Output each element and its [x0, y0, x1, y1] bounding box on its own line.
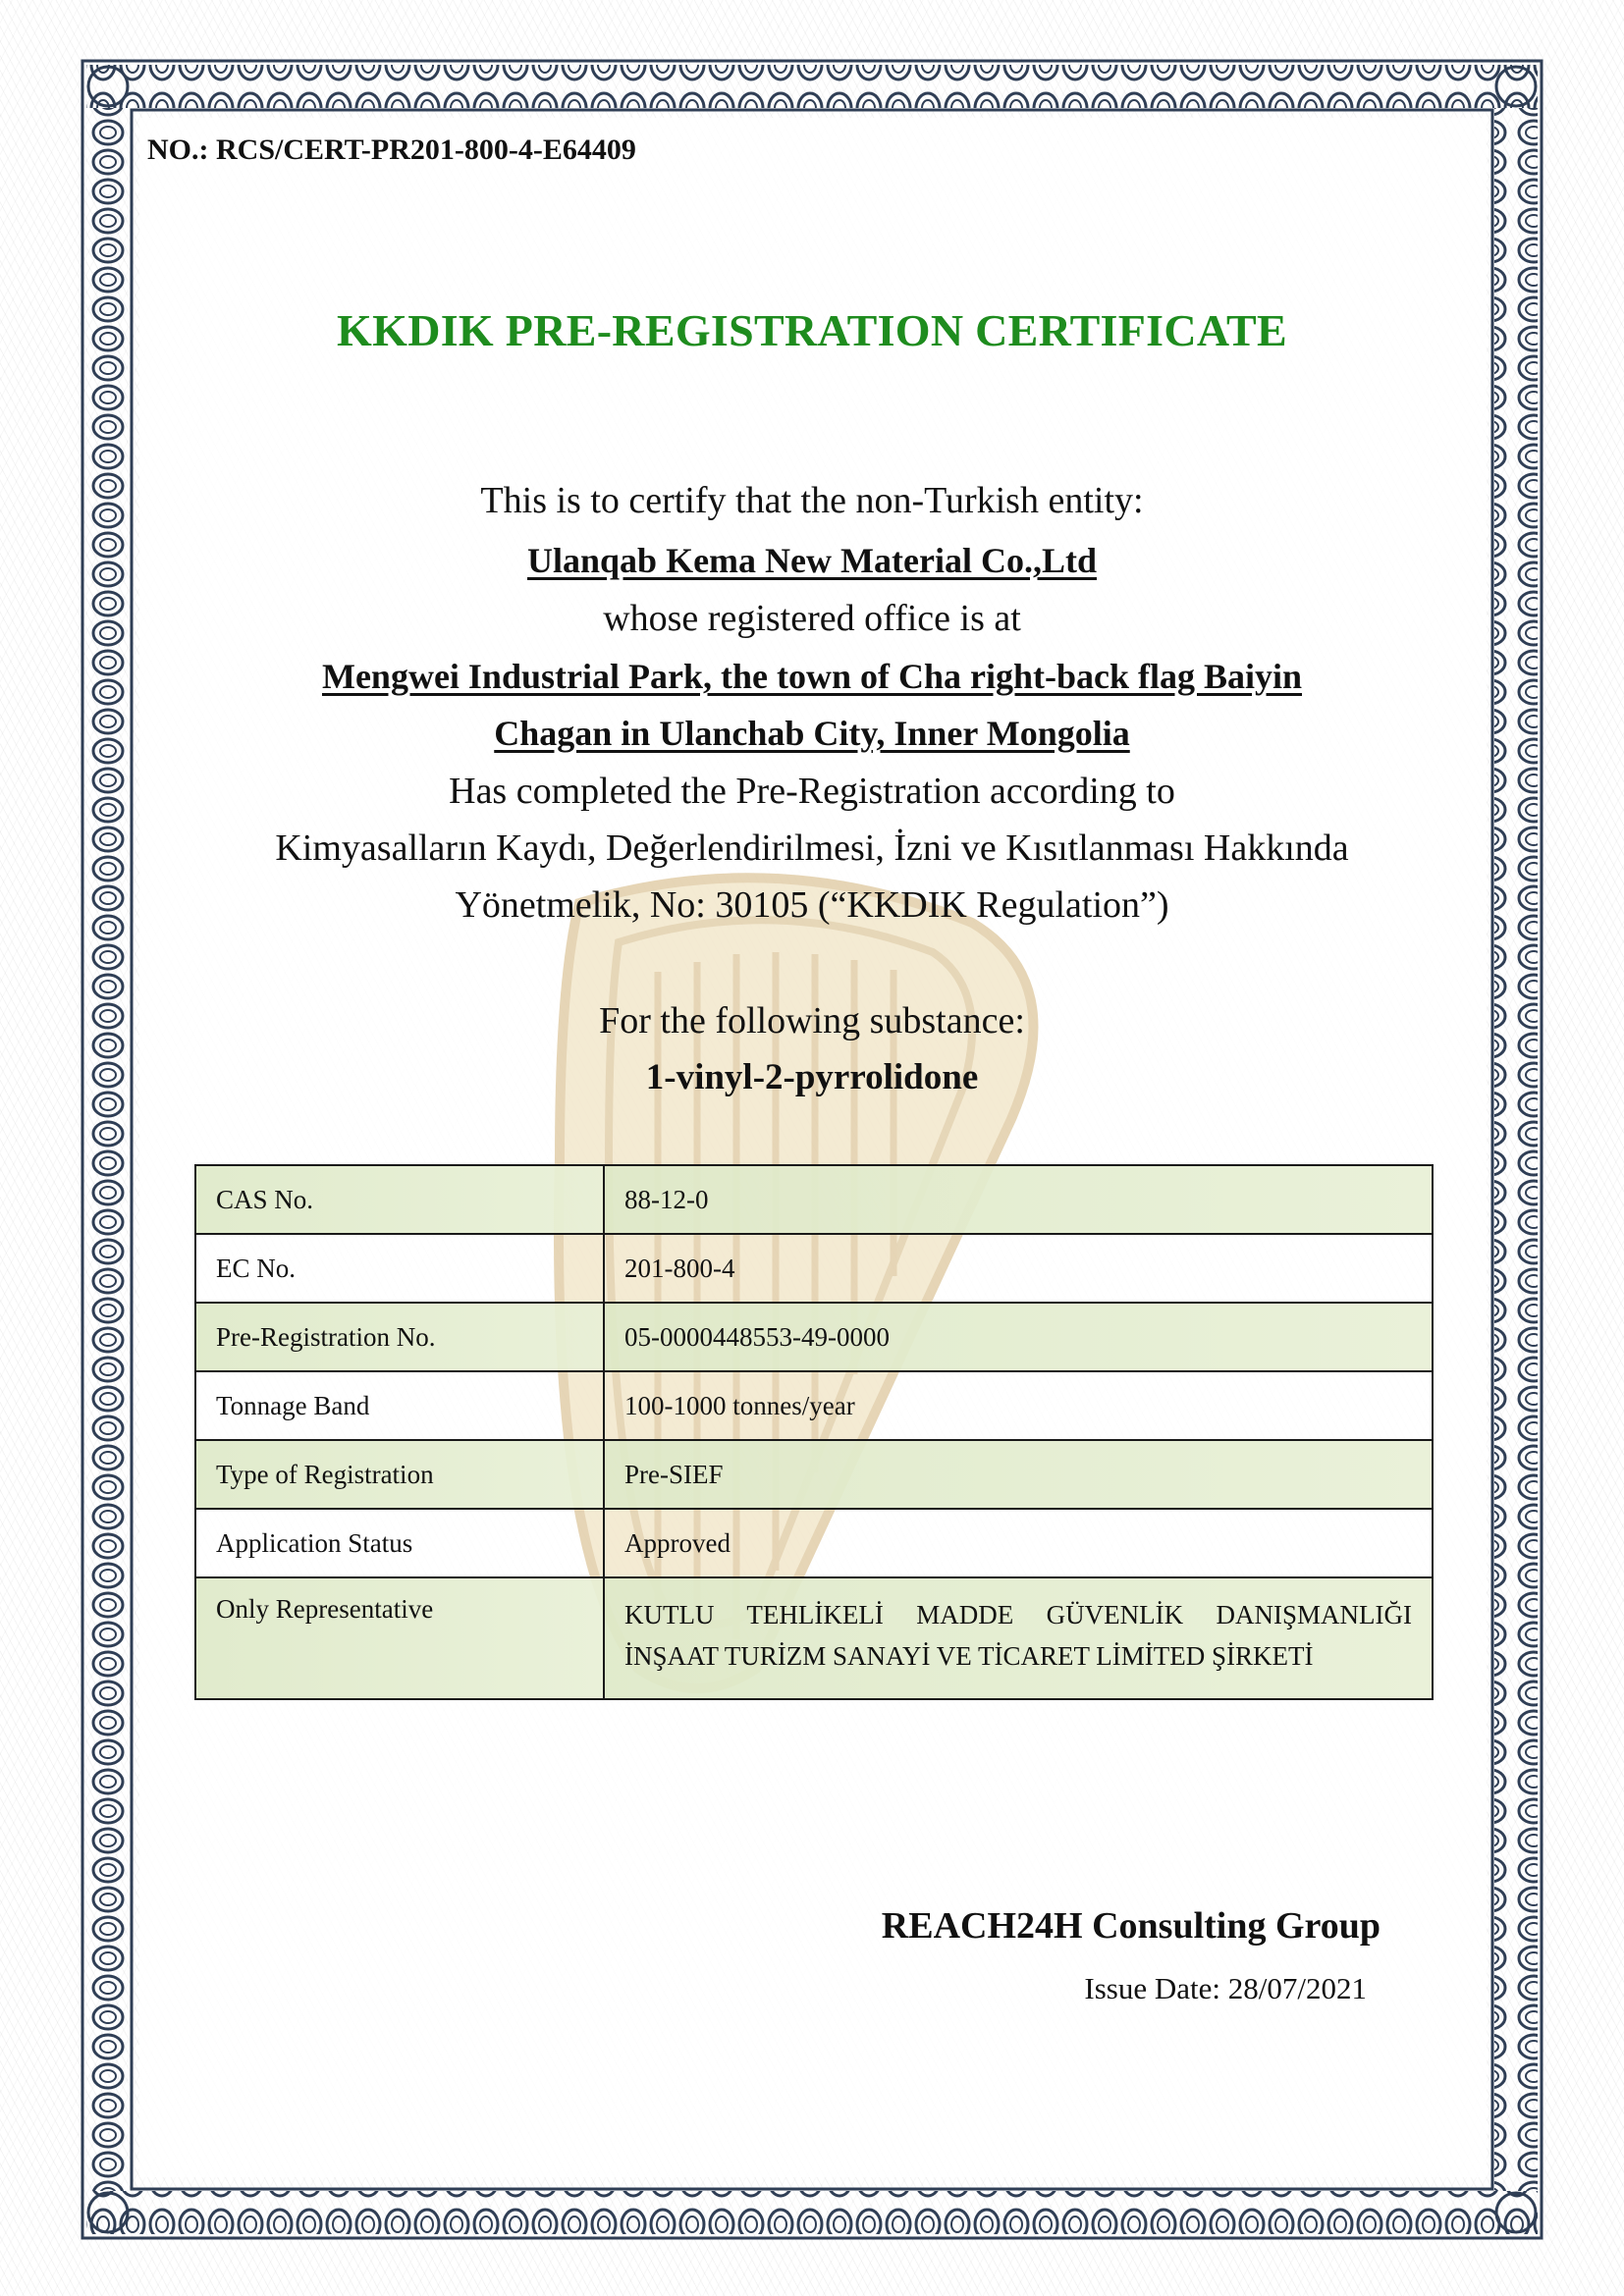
- ec-value: 201-800-4: [604, 1234, 1433, 1303]
- table-row: [195, 1303, 1433, 1371]
- table-row: [195, 1165, 1433, 1234]
- only-representative-line-2: İNŞAAT TURİZM SANAYİ VE TİCARET LİMİTED ŞİRKETİ: [624, 1641, 1314, 1671]
- tonnage-value: 100-1000 tonnes/year: [604, 1371, 1433, 1440]
- completed-line-1: Has completed the Pre-Registration according to: [449, 771, 1175, 812]
- certificate-title: KKDIK PRE-REGISTRATION CERTIFICATE: [337, 305, 1287, 355]
- pre-registration-label: Pre-Registration No.: [195, 1303, 604, 1371]
- registration-type-label: Type of Registration: [195, 1440, 604, 1509]
- application-status-value: Approved: [604, 1509, 1433, 1577]
- entity-name: [0, 540, 1624, 581]
- cas-label: CAS No.: [195, 1165, 604, 1234]
- only-representative-label: Only Representative: [195, 1577, 604, 1699]
- cas-value: 88-12-0: [604, 1165, 1433, 1234]
- details-table: [194, 1164, 1434, 1700]
- issuer-name: REACH24H Consulting Group: [881, 1905, 1380, 1947]
- address-line-1: [0, 656, 1624, 697]
- office-intro: whose registered office is at: [603, 598, 1021, 639]
- table-row: [195, 1371, 1433, 1440]
- pre-registration-value: 05-0000448553-49-0000: [604, 1303, 1433, 1371]
- ec-label: EC No.: [195, 1234, 604, 1303]
- address-line-2: [0, 713, 1624, 754]
- completed-line-3: Yönetmelik, No: 30105 (“KKDIK Regulation”): [455, 884, 1169, 926]
- registration-type-value: Pre-SIEF: [604, 1440, 1433, 1509]
- table-row: [195, 1234, 1433, 1303]
- only-representative-line-1: KUTLU TEHLİKELİ MADDE GÜVENLİK DANIŞMANLIĞI: [624, 1600, 1412, 1629]
- certificate-number: NO.: RCS/CERT-PR201-800-4-E64409: [147, 133, 636, 166]
- application-status-label: Application Status: [195, 1509, 604, 1577]
- completed-line-2: Kimyasalların Kaydı, Değerlendirilmesi, İzni ve Kısıtlanması Hakkında: [275, 828, 1349, 869]
- substance-name: 1-vinyl-2-pyrrolidone: [645, 1057, 979, 1097]
- details-table-wrap: [194, 1164, 1434, 1700]
- substance-intro: For the following substance:: [599, 1000, 1025, 1041]
- entity-name-text: Ulanqab Kema New Material Co.,Ltd: [527, 541, 1097, 580]
- tonnage-label: Tonnage Band: [195, 1371, 604, 1440]
- only-representative-value: [604, 1577, 1433, 1699]
- table-row: [195, 1509, 1433, 1577]
- issue-date: Issue Date: 28/07/2021: [1084, 1971, 1367, 2005]
- intro-text: This is to certify that the non-Turkish entity:: [480, 480, 1144, 521]
- table-row: [195, 1577, 1433, 1699]
- address-line-1-text: Mengwei Industrial Park, the town of Cha right-back flag Baiyin: [321, 657, 1303, 696]
- table-row: [195, 1440, 1433, 1509]
- address-line-2-text: Chagan in Ulanchab City, Inner Mongolia: [494, 714, 1130, 753]
